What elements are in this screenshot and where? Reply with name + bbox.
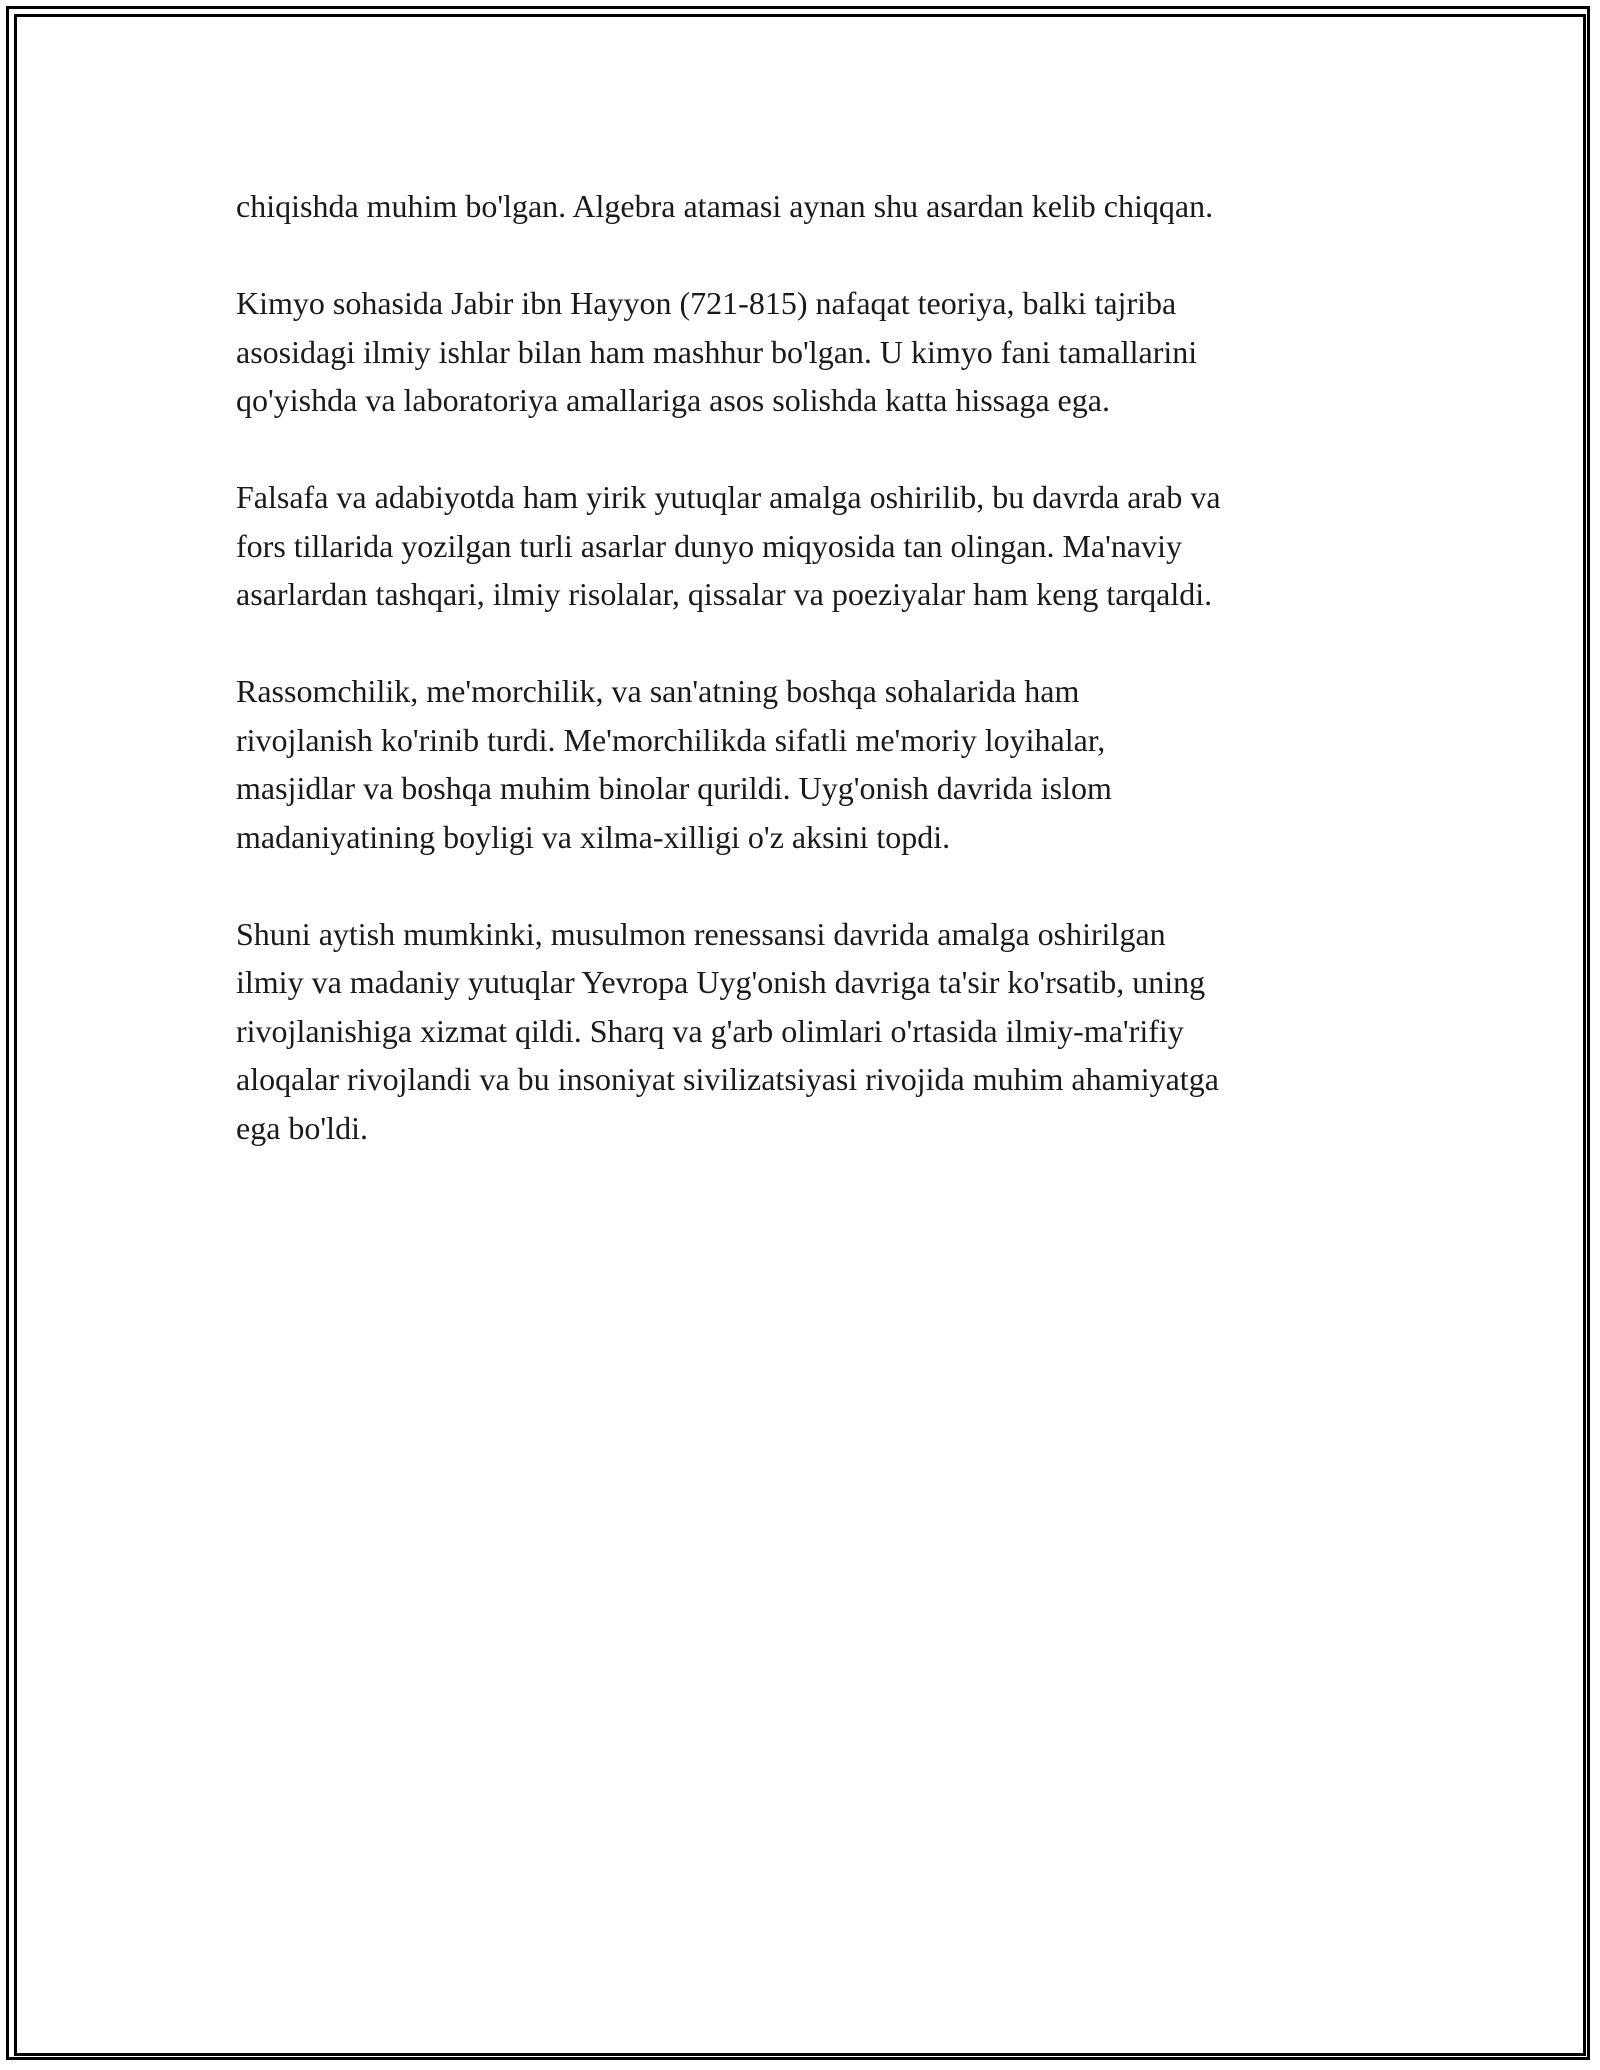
paragraph-philosophy-literature: Falsafa va adabiyotda ham yirik yutuqlar amalga oshirilib, bu davrda arab va fors tillarida yozilgan turli asarlar dunyo miqyosida tan olingan. Ma'naviy asarlardan tashqari, ilmiy risolalar, qissalar va poeziyalar ham keng tarqaldi.	[236, 479, 1221, 612]
paragraph-algebra-continuation: chiqishda muhim bo'lgan. Algebra atamasi aynan shu asardan kelib chiqqan.	[236, 188, 1214, 224]
paragraph-conclusion: Shuni aytish mumkinki, musulmon renessansi davrida amalga oshirilgan ilmiy va madaniy yutuqlar Yevropa Uyg'onish davriga ta'sir ko'rsatib, uning rivojlanishiga xizmat qildi. Sharq va g'arb olimlari o'rtasida ilmiy-ma'rifiy aloqalar rivojlandi va bu insoniyat sivilizatsiyasi rivojida muhim ahamiyatga ega bo'ldi.	[236, 915, 1219, 1146]
paragraph-art-architecture: Rassomchilik, me'morchilik, va san'atning boshqa sohalarida ham rivojlanish ko'rinib turdi. Me'morchilikda sifatli me'moriy loyihalar, masjidlar va boshqa muhim binolar qurildi. Uyg'onish davrida islom madaniyatining boyligi va xilma-xilligi o'z aksini topdi.	[236, 673, 1112, 855]
document-body	[236, 182, 1376, 1201]
paragraph-chemistry: Kimyo sohasida Jabir ibn Hayyon (721-815) nafaqat teoriya, balki tajriba asosidagi ilmiy ishlar bilan ham mashhur bo'lgan. U kimyo fani tamallarini qo'yishda va laboratoriya amallariga asos solishda katta hissaga ega.	[236, 285, 1198, 418]
